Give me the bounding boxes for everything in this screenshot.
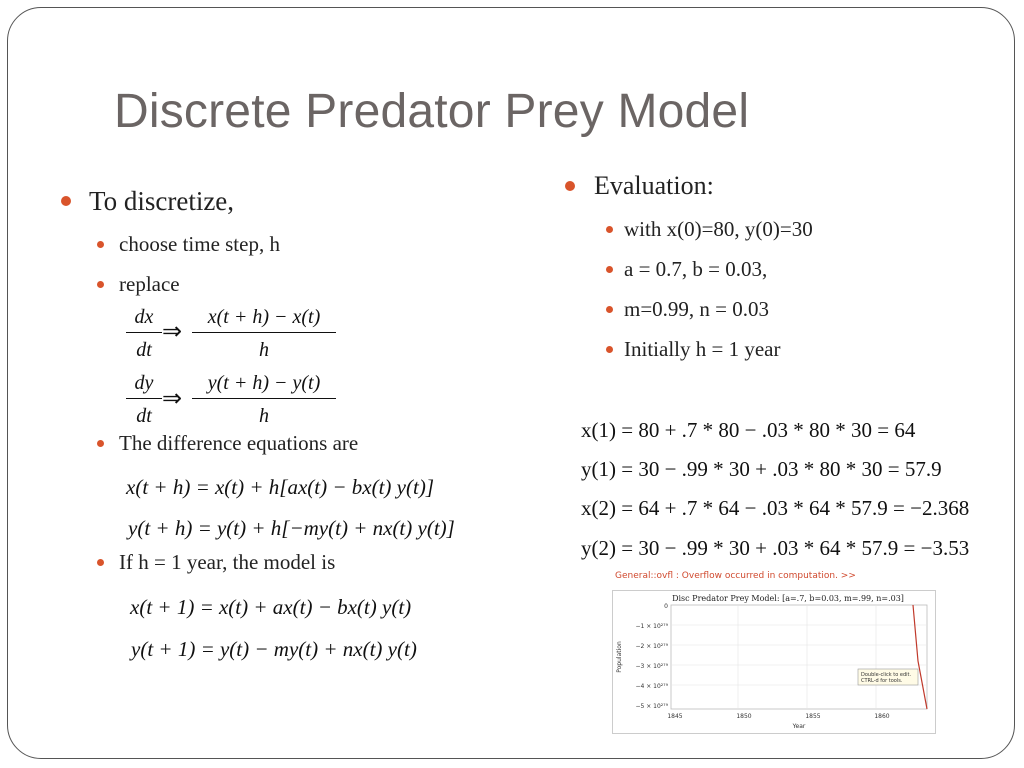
x-tick: 1860 [874,713,890,720]
derivative-dx-dt: $\frac{dx}{dt}$ [126,306,162,362]
equation-y-1: y(t + 1) = y(t) − my(t) + nx(t) y(t) [131,637,417,661]
calc-x1: x(1) = 80 + .7 * 80 − .03 * 80 * 30 = 64 [581,418,916,442]
y-tick: −1 × 10²⁷⁹ [635,623,668,630]
h1-label: If h = 1 year, the model is [119,550,336,574]
bullet-dot [97,281,104,288]
eval-item-h: Initially h = 1 year [624,337,781,361]
plot-area [671,605,927,709]
plot-image[interactable] [612,590,936,734]
bullet-dot [606,226,613,233]
intro-text: To discretize, [89,186,235,216]
step-text: choose time step, h [119,232,280,256]
equation-x-h: x(t + h) = x(t) + h[ax(t) − bx(t) y(t)] [126,475,434,499]
bullet-dot [606,346,613,353]
tooltip-line-1: Double-click to edit. [861,672,912,678]
eval-item-ab: a = 0.7, b = 0.03, [624,257,768,281]
difference-quotient-y: $\frac{y(t + h) - y(t)}{h}$ [192,372,336,428]
eval-item-initial: with x(0)=80, y(0)=30 [624,217,813,241]
y-tick: −3 × 10²⁷⁹ [635,663,668,670]
equation-x-1: x(t + 1) = x(t) + ax(t) − bx(t) y(t) [130,595,412,619]
bullet-dot [606,306,613,313]
bullet-dot [606,266,613,273]
x-axis-label: Year [792,723,806,730]
tooltip-line-2: CTRL-d for tools. [861,678,903,684]
y-tick: −5 × 10²⁷⁹ [635,703,668,710]
x-tick: 1845 [667,713,683,720]
derivative-dy-dt: $\frac{dy}{dt}$ [126,372,162,428]
y-tick: −4 × 10²⁷⁹ [635,683,668,690]
implies-arrow: ⇒ [162,319,183,345]
evaluation-heading: Evaluation: [594,171,714,200]
bullet-dot [61,196,71,206]
bullet-dot [97,559,104,566]
plot-svg [613,591,935,733]
y-tick: 0 [664,603,668,610]
x-tick: 1850 [736,713,752,720]
replace-text: replace [119,272,180,296]
eval-item-mn: m=0.99, n = 0.03 [624,297,770,321]
calc-x2: x(2) = 64 + .7 * 64 − .03 * 64 * 57.9 = −2.368 [581,496,970,520]
series-line [913,605,927,709]
slide-title: Discrete Predator Prey Model [114,85,750,138]
calc-y1: y(1) = 30 − .99 * 30 + .03 * 80 * 30 = 57.9 [581,457,942,481]
equation-y-h: y(t + h) = y(t) + h[−my(t) + nx(t) y(t)] [128,516,455,540]
plot-title: Disc Predator Prey Model: [a=.7, b=0.03, m=.99, n=.03] [672,594,904,603]
y-tick: −2 × 10²⁷⁹ [635,643,668,650]
implies-arrow: ⇒ [162,386,183,412]
bullet-dot [565,181,575,191]
overflow-warning[interactable]: General::ovfl : Overflow occurred in computation. >> [615,571,856,581]
bullet-dot [97,241,104,248]
y-axis-label: Population [616,641,623,673]
x-tick: 1855 [805,713,821,720]
plot-grid [671,605,927,709]
difference-quotient-x: $\frac{x(t + h) - x(t)}{h}$ [192,306,336,362]
calc-y2: y(2) = 30 − .99 * 30 + .03 * 64 * 57.9 = −3.53 [581,536,970,560]
difference-label: The difference equations are [119,431,359,455]
bullet-dot [97,440,104,447]
